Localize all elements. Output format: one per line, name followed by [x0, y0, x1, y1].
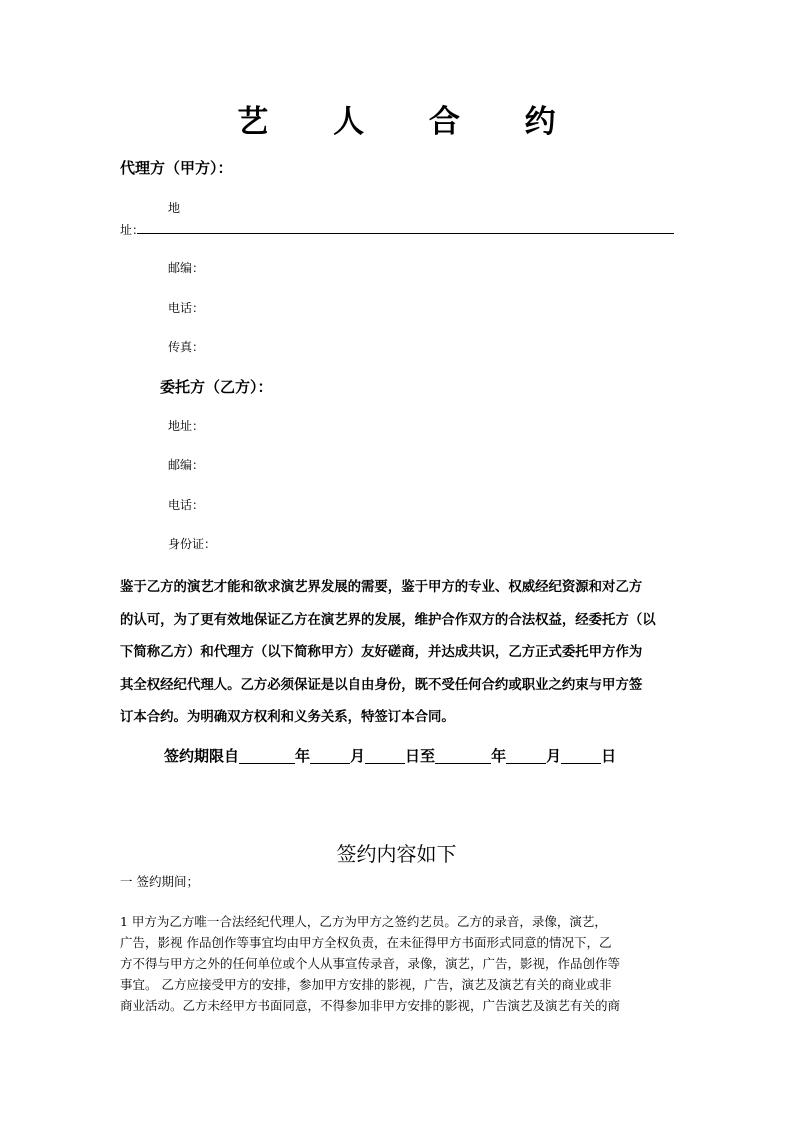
end-month-blank[interactable]	[506, 748, 546, 764]
party-b-address-label: 地址：	[168, 419, 205, 433]
party-a-postcode-label: 邮编：	[168, 261, 205, 275]
preamble-line: 订本合约。为明确双方权利和义务关系，特签订本合同。	[120, 710, 455, 725]
document-title: 艺 人 合 约	[237, 104, 583, 140]
clause-body	[120, 911, 676, 1016]
party-b-phone-label: 电话：	[168, 498, 205, 512]
start-day-blank[interactable]	[365, 748, 405, 764]
preamble-line: 其全权经纪代理人。乙方必须保证是以自由身份，既不受任何合约或职业之约束与甲方签	[120, 677, 643, 693]
party-a-address-label-line1: 地	[168, 201, 181, 215]
preamble-line: 的认可，为了更有效地保证乙方在演艺界的发展，维护合作双方的合法权益，经委托方（以	[120, 612, 656, 628]
term-month-label: 月	[546, 747, 562, 765]
party-a-address-label-line2: 址：	[120, 223, 145, 237]
party-b-postcode-label: 邮编：	[168, 458, 205, 472]
end-day-blank[interactable]	[561, 748, 601, 764]
term-year-label: 年	[295, 747, 311, 765]
party-a-heading: 代理方（甲方）：	[120, 159, 233, 177]
end-year-blank[interactable]	[435, 748, 491, 764]
term-day-label: 日	[601, 747, 617, 765]
clause-line: 事宜。 乙方应接受甲方的安排，参加甲方安排的影视，广告，演艺及演艺有关的商业或非	[120, 977, 612, 992]
preamble-line: 鉴于乙方的演艺才能和欲求演艺界发展的需要，鉴于甲方的专业、权威经纪资源和对乙方	[120, 580, 643, 595]
party-b-heading: 委托方（乙方）：	[160, 378, 273, 396]
clause-line: 广告，影视 作品创作等事宜均由甲方全权负责，在未征得甲方书面形式同意的情况下，乙	[120, 935, 612, 950]
contract-term-line	[164, 745, 616, 766]
term-month-label: 月	[350, 747, 366, 765]
clause-line: 1 甲方为乙方唯一合法经纪代理人，乙方为甲方之签约艺员。乙方的录音，录像，演艺，	[120, 914, 607, 929]
term-day-to-label: 日至	[405, 747, 436, 765]
party-a-fax-label: 传真：	[168, 340, 205, 354]
party-a-address-underline	[137, 233, 674, 234]
section-title: 签约内容如下	[336, 842, 457, 866]
start-month-blank[interactable]	[310, 748, 350, 764]
start-year-blank[interactable]	[239, 748, 295, 764]
preamble-paragraph	[120, 572, 676, 735]
term-year-label: 年	[491, 747, 507, 765]
clause-heading: 一 签约期间；	[120, 874, 199, 889]
clause-line: 方不得与甲方之外的任何单位或个人从事宣传录音，录像，演艺，广告，影视，作品创作等	[120, 956, 621, 971]
party-b-id-label: 身份证：	[168, 537, 217, 551]
term-prefix: 签约期限自	[164, 747, 240, 765]
clause-line: 商业活动。乙方未经甲方书面同意，不得参加非甲方安排的影视，广告演艺及演艺有关的商	[120, 998, 621, 1013]
preamble-line: 下简称乙方）和代理方（以下简称甲方）友好磋商，并达成共识，乙方正式委托甲方作为	[120, 645, 643, 660]
party-a-phone-label: 电话：	[168, 301, 205, 315]
